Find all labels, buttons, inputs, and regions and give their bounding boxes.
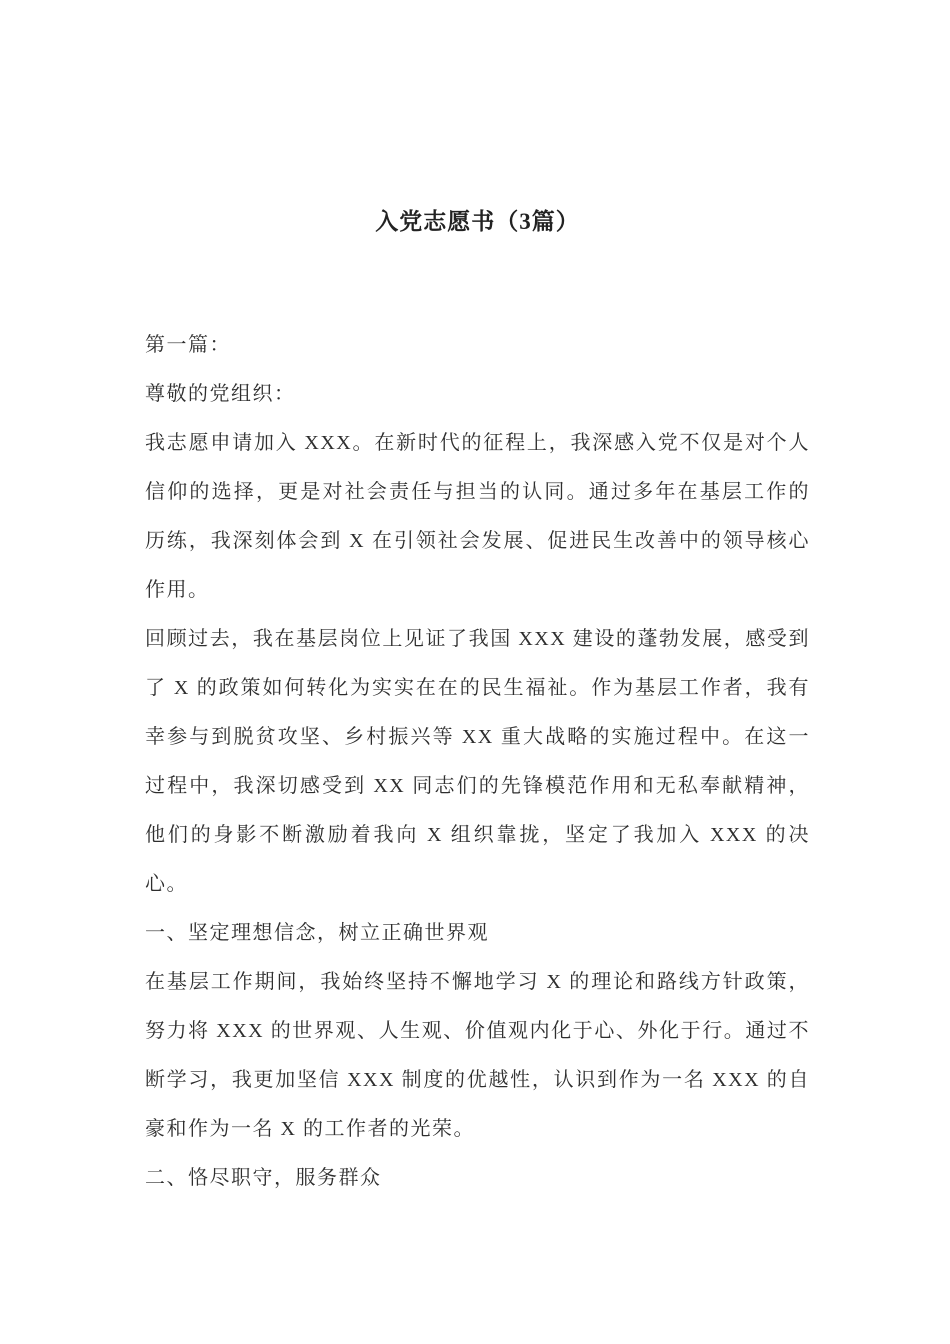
paragraph-salutation: 尊敬的党组织：: [145, 383, 296, 405]
paragraph-label: 第一篇：: [145, 334, 231, 356]
paragraph-body: 回顾过去，我在基层岗位上见证了我国 XXX 建设的蓬勃发展，感受到了 X 的政策如何转化为实实在在的民生福祉。作为基层工作者，我有幸参与到脱贫攻坚、乡村振兴等 XX 重大战略的实施过程中。在这一过程中，我深切感受到 XX 同志们的先锋模范作用和无私奉献精神，他们的身影不断激励着我向 X 组织靠拢，坚定了我加入 XXX 的决心。: [145, 628, 810, 895]
paragraph-section-heading: 二、恪尽职守，服务群众: [145, 1167, 382, 1189]
paragraph-body: 在基层工作期间，我始终坚持不懈地学习 X 的理论和路线方针政策，努力将 XXX 的世界观、人生观、价值观内化于心、外化于行。通过不断学习，我更加坚信 XXX 制度的优越性，认识到作为一名 XXX 的自豪和作为一名 X 的工作者的光荣。: [145, 971, 810, 1140]
document-body: [145, 321, 810, 1203]
document-title: 入党志愿书（3篇）: [375, 209, 580, 234]
paragraph-section-heading: 一、坚定理想信念，树立正确世界观: [145, 922, 489, 944]
paragraph-body: 我志愿申请加入 XXX。在新时代的征程上，我深感入党不仅是对个人信仰的选择，更是对社会责任与担当的认同。通过多年在基层工作的历练，我深刻体会到 X 在引领社会发展、促进民生改善中的领导核心作用。: [145, 432, 810, 601]
